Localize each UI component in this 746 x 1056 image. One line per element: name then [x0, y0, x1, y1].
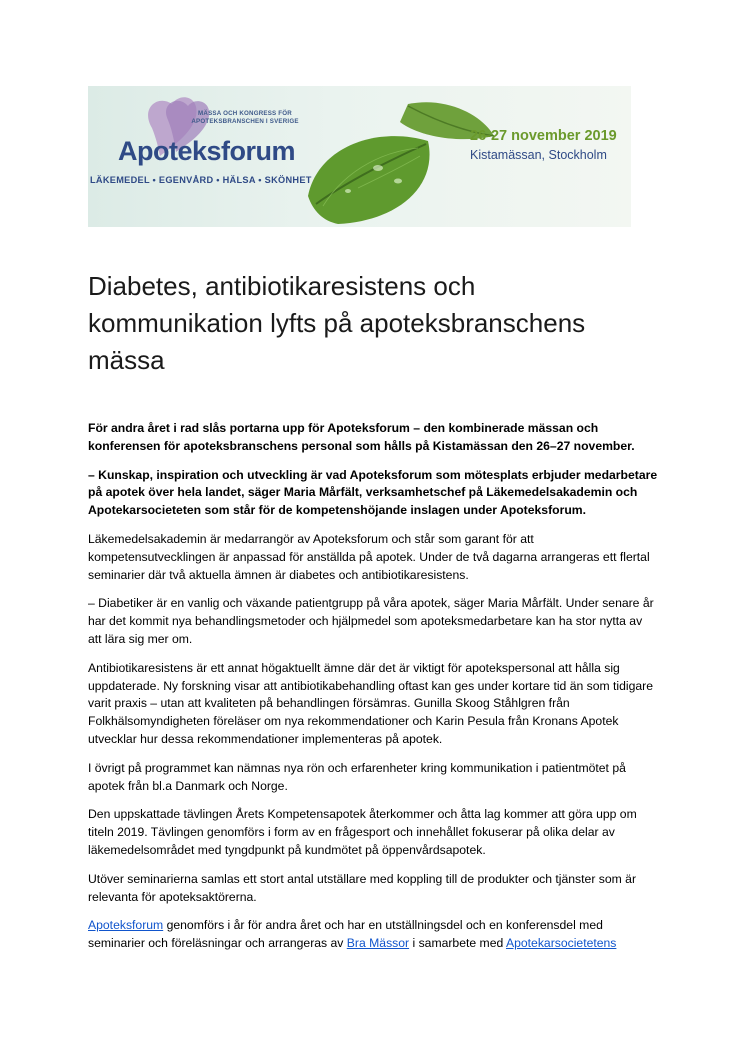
- body-paragraph: I övrigt på programmet kan nämnas nya rön och erfarenheter kring kommunikation i patientmötet på apotek från bl.a Danmark och Norge.: [88, 760, 626, 793]
- body-paragraph: Den uppskattade tävlingen Årets Kompetensapotek återkommer och åtta lag kommer att göra upp om titeln 2019. Tävlingen genomförs i form av en frågesport och innehållet fokuserar på olika delar av läkemedelsområdet med tyngdpunkt på kundmötet på öppenvårdsapotek.: [88, 807, 637, 857]
- event-date: 26-27 november 2019: [470, 128, 617, 144]
- body-paragraph: Läkemedelsakademin är medarrangör av Apoteksforum och står som garant för att kompetensutvecklingen är anpassad för anställda på apotek. Under de två dagarna arrangeras ett flertal seminarier där två aktuella ämnen är diabetes och antibiotikaresistens.: [88, 531, 650, 582]
- banner-tagline: MÄSSA OCH KONGRESS FÖR APOTEKSBRANSCHEN I SVERIGE: [191, 110, 299, 125]
- apotekarsocieteten-link[interactable]: Apotekarsocietetens: [505, 936, 617, 951]
- leaf-graphic-icon: [288, 96, 498, 227]
- event-venue: Kistamässan, Stockholm: [470, 148, 607, 162]
- brand-name: Apoteksforum: [118, 136, 296, 166]
- bra-massor-link[interactable]: Bra Mässor: [346, 936, 410, 951]
- body-paragraph: Antibiotikaresistens är ett annat högaktuellt ämne där det är viktigt för apotekspersonal att hålla sig uppdaterade. Ny forskning visar att antibiotikabehandling oftast kan ges under kortare tid än som tidigare varit praxis – utan att kvaliteten på behandlingen försämras. Gunilla Skoog Ståhlgren från Folkhälsomyndigheten föreläser om nya rekommendationer och Karin Pesula från Kronans Apotek utvecklar hur dessa rekommendationer implementeras på apotek.: [88, 660, 654, 746]
- link-paragraph-text: genomförs i år för andra året och har en utställningsdel och en konferensdel med seminarier och föreläsningar och arrangeras av: [88, 918, 603, 951]
- article-body: [88, 420, 658, 964]
- apoteksforum-link[interactable]: Apoteksforum: [88, 918, 164, 933]
- lead-quote-paragraph: – Kunskap, inspiration och utveckling är vad Apoteksforum som mötesplats erbjuder medarbetare på apotek över hela landet, säger Maria Mårfält, verksamhetschef på Läkemedelsakademin och Apotekarsocieteten som står för de kompetenshöjande inslagen under Apoteksforum.: [88, 467, 658, 518]
- lead-paragraph: För andra året i rad slås portarna upp för Apoteksforum – den kombinerade mässan och konferensen för apoteksbranschens personal som hålls på Kistamässan den 26–27 november.: [88, 421, 635, 453]
- body-paragraph-links: [88, 917, 658, 953]
- brand-subtitle: LÄKEMEDEL • EGENVÅRD • HÄLSA • SKÖNHET: [90, 175, 312, 185]
- event-banner: [88, 86, 631, 227]
- link-paragraph-text: i samarbete med: [409, 936, 506, 951]
- page-title: Diabetes, antibiotikaresistens och kommunikation lyfts på apoteksbranschens mässa: [88, 271, 586, 375]
- body-paragraph: – Diabetiker är en vanlig och växande patientgrupp på våra apotek, säger Maria Mårfält. Under senare år har det kommit nya behandlingsmetoder och hjälpmedel som apoteksmedarbetare kan ha stor nytta av att lära sig mer om.: [88, 596, 654, 646]
- body-paragraph: Utöver seminarierna samlas ett stort antal utställare med koppling till de produkter och tjänster som är relevanta för apoteksaktörerna.: [88, 871, 637, 904]
